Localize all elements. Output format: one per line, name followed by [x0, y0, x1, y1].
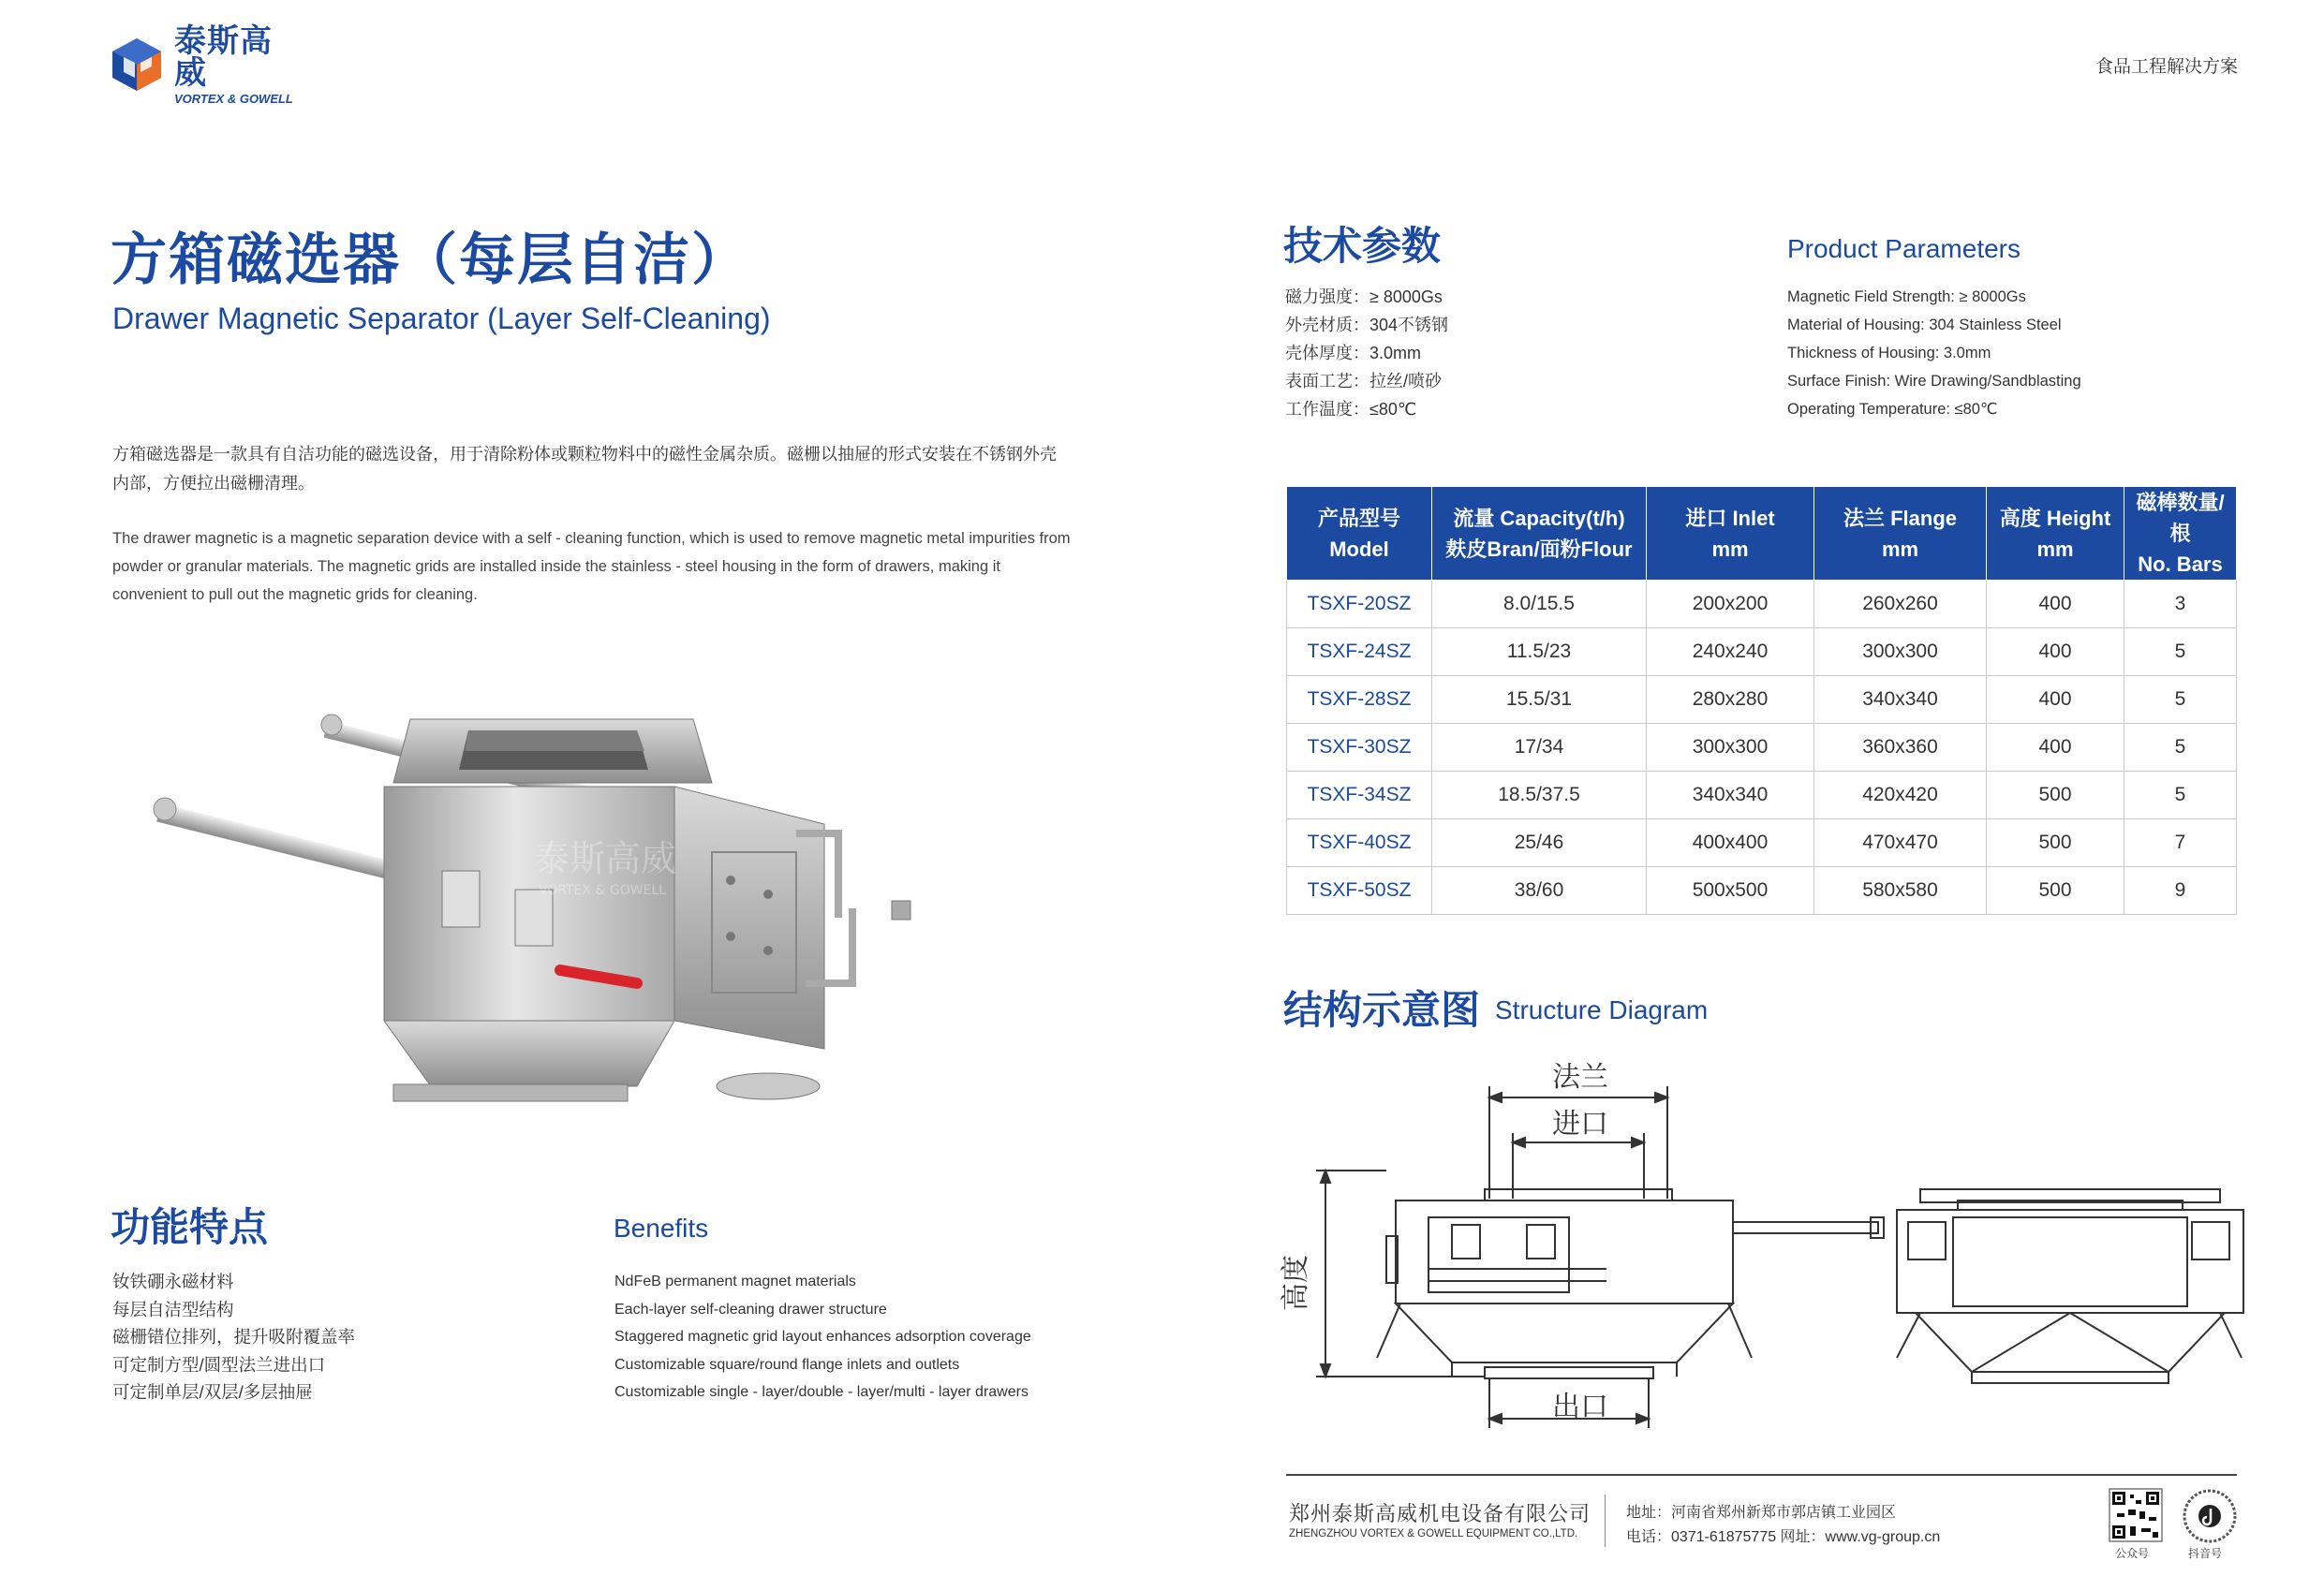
product-intro-en: The drawer magnetic is a magnetic separation device with a self - cleaning function, which is used to remove magnetic metal impurities from powder or granular materials. The magnetic grids are installed inside the stainless - steel housing in the form of drawers, making it convenient to pull out the magnetic grids for cleaning.: [112, 530, 1071, 603]
spec-list-cn: [1285, 283, 1448, 423]
brand-tagline: 食品工程解决方案: [2095, 57, 2238, 77]
benefit-item-en: Each-layer self-cleaning drawer structure: [614, 1301, 887, 1318]
douyin-qr-icon[interactable]: [2183, 1489, 2237, 1543]
table-row: TSXF-34SZ 18.5/37.5 340x340 420x420 500 5: [1287, 772, 2237, 819]
table-row: TSXF-24SZ 11.5/23 240x240 300x300 400 5: [1287, 628, 2237, 676]
table-row: TSXF-30SZ 17/34 300x300 360x360 400 5: [1287, 724, 2237, 772]
label-flange: 法兰: [1552, 1061, 1608, 1094]
table-row: TSXF-28SZ 15.5/31 280x280 340x340 400 5: [1287, 676, 2237, 724]
benefits-title-cn: 功能特点: [111, 1205, 269, 1249]
product-title-en: Drawer Magnetic Separator (Layer Self-Cleaning): [112, 302, 771, 335]
table-row: TSXF-50SZ 38/60 500x500 580x580 500 9: [1287, 867, 2237, 915]
spec-item-en: Surface Finish: Wire Drawing/Sandblasting: [1787, 373, 2081, 390]
spec-item-cn: 工作温度：≤80℃: [1285, 400, 1417, 419]
benefit-item-cn: 磁栅错位排列，提升吸附覆盖率: [112, 1327, 356, 1347]
watermark-en: VORTEX & GOWELL: [539, 883, 667, 898]
benefit-item-en: Staggered magnetic grid layout enhances adsorption coverage: [614, 1329, 1031, 1345]
company-name-cn: 郑州泰斯高威机电设备有限公司: [1289, 1502, 1591, 1525]
structure-diagram: [1280, 1049, 2243, 1442]
label-inlet: 进口: [1552, 1108, 1608, 1141]
brand-logo: [107, 22, 303, 106]
douyin-qr-label: 抖音号: [2188, 1547, 2223, 1560]
watermark-cn: 泰斯高威: [534, 838, 677, 879]
structure-title-cn: 结构示意图: [1283, 988, 1481, 1032]
benefits-list-en: [614, 1268, 1031, 1407]
footer-vertical-divider: [1605, 1495, 1606, 1547]
table-row: TSXF-20SZ 8.0/15.5 200x200 260x260 400 3: [1287, 581, 2237, 628]
spec-item-cn: 外壳材质：304不锈钢: [1285, 316, 1449, 334]
label-outlet: 出口: [1552, 1391, 1608, 1423]
company-contact: 电话：0371-61875775 网址：www.vg-group.cn: [1626, 1529, 1941, 1545]
benefit-item-cn: 可定制方型/圆型法兰进出口: [112, 1354, 326, 1375]
col-header-capacity: 流量 Capacity(t/h) 麸皮Bran/面粉Flour: [1432, 487, 1647, 581]
benefit-item-cn: 可定制单层/双层/多层抽屉: [112, 1382, 313, 1402]
col-header-model: 产品型号 Model: [1287, 487, 1432, 581]
tech-title-en: Product Parameters: [1787, 234, 2021, 263]
wechat-qr-icon[interactable]: [2109, 1489, 2162, 1541]
benefits-list-cn: [112, 1268, 355, 1407]
brand-cube-icon: [107, 35, 167, 95]
structure-title-en: Structure Diagram: [1495, 995, 1709, 1024]
spec-item-cn: 表面工艺：拉丝/喷砂: [1285, 372, 1443, 390]
tech-title-cn: 技术参数: [1283, 224, 1442, 268]
footer-divider: [1286, 1474, 2237, 1476]
table-row: TSXF-40SZ 25/46 400x400 470x470 500 7: [1287, 819, 2237, 867]
spec-item-en: Material of Housing: 304 Stainless Steel: [1787, 317, 2062, 333]
product-illustration: [112, 693, 937, 1114]
col-header-bars: 磁棒数量/根 No. Bars: [2124, 487, 2237, 581]
spec-item-en: Thickness of Housing: 3.0mm: [1787, 345, 1991, 361]
product-title-cn: 方箱磁选器（每层自洁）: [111, 228, 749, 291]
benefit-item-cn: 钕铁硼永磁材料: [112, 1272, 234, 1291]
spec-item-cn: 壳体厚度：3.0mm: [1285, 344, 1422, 362]
spec-item-en: Magnetic Field Strength: ≥ 8000Gs: [1787, 288, 2026, 305]
spec-list-en: [1787, 283, 2081, 423]
spec-item-en: Operating Temperature: ≤80℃: [1787, 401, 1998, 418]
brand-name-en: VORTEX & GOWELL: [174, 91, 293, 106]
benefit-item-en: NdFeB permanent magnet materials: [614, 1274, 856, 1289]
label-height: 高度: [1280, 1255, 1312, 1311]
company-address: 地址：河南省郑州新郑市郭店镇工业园区: [1626, 1505, 1897, 1521]
col-header-inlet: 进口 Inlet mm: [1647, 487, 1814, 581]
spec-item-cn: 磁力强度：≥ 8000Gs: [1285, 287, 1443, 306]
benefit-item-en: Customizable single - layer/double - layer/multi - layer drawers: [614, 1384, 1029, 1400]
brand-name-cn: 泰斯高威: [174, 22, 273, 91]
company-name-en: ZHENGZHOU VORTEX & GOWELL EQUIPMENT CO.,LTD.: [1289, 1528, 1578, 1539]
benefit-item-cn: 每层自洁型结构: [112, 1299, 234, 1319]
col-header-flange: 法兰 Flange mm: [1814, 487, 1987, 581]
wechat-qr-label: 公众号: [2115, 1547, 2150, 1560]
benefits-title-en: Benefits: [614, 1214, 709, 1243]
col-header-height: 高度 Height mm: [1987, 487, 2124, 581]
product-intro-cn: 方箱磁选器是一款具有自洁功能的磁选设备，用于清除粉体或颗粒物料中的磁性金属杂质。磁栅以抽屉的形式安装在不锈钢外壳内部，方便拉出磁栅清理。: [112, 445, 1057, 493]
table-header-row: [1287, 487, 2237, 581]
parameter-table: [1286, 486, 2237, 915]
benefit-item-en: Customizable square/round flange inlets and outlets: [614, 1356, 960, 1373]
